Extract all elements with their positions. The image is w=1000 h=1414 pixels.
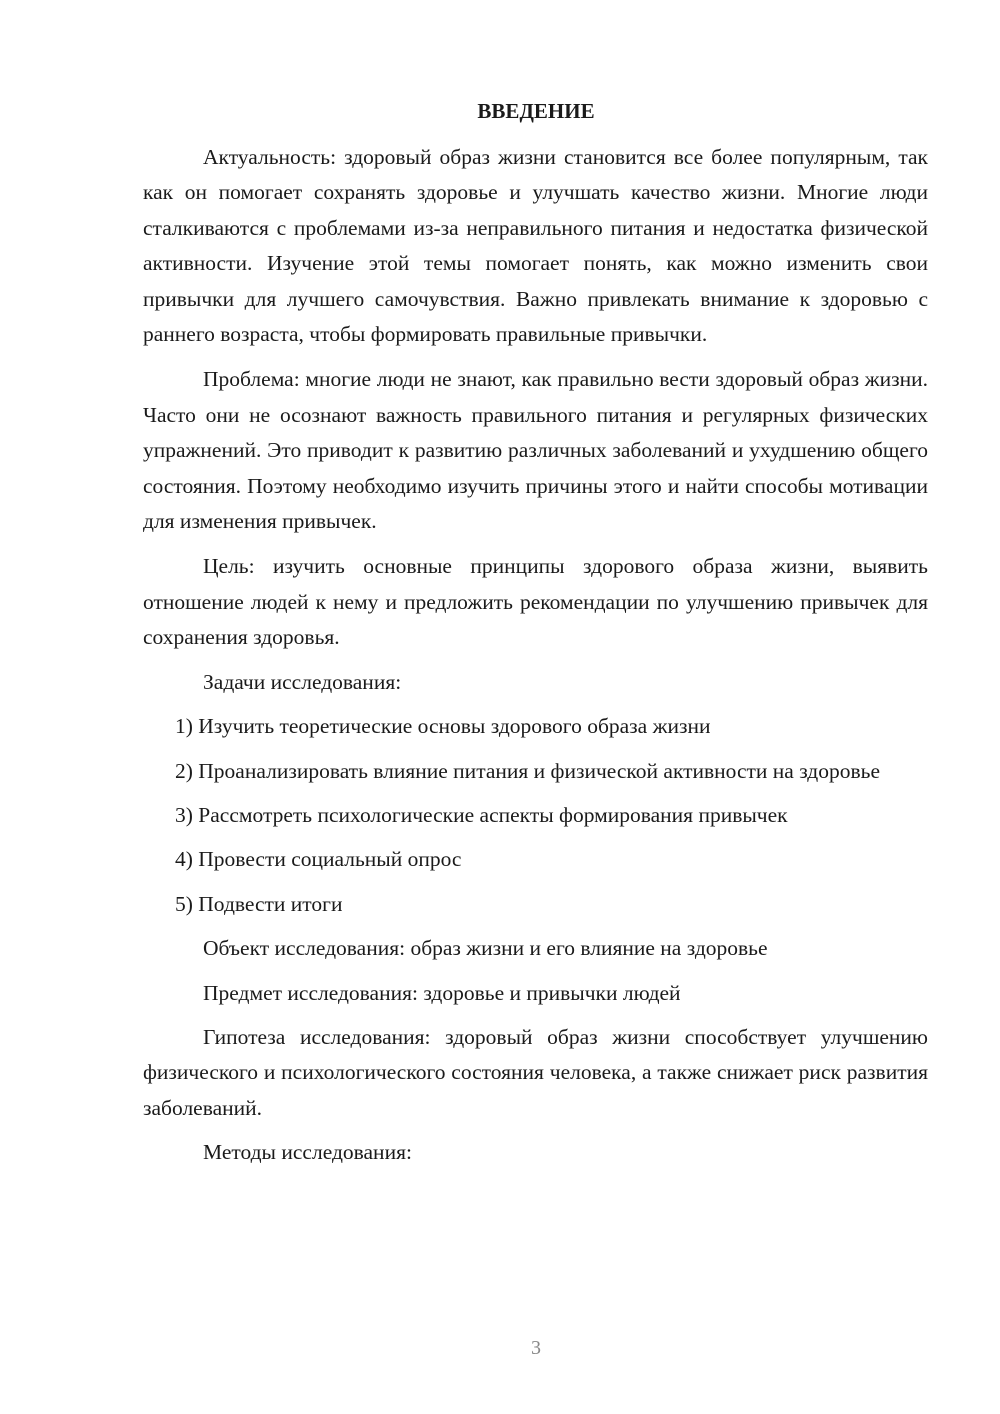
paragraph-object: Объект исследования: образ жизни и его влияние на здоровье	[203, 936, 768, 961]
page-number: 3	[531, 1337, 541, 1359]
paragraph-relevance: Актуальность: здоровый образ жизни становится все более популярным, так как он помогает сохранять здоровье и улучшать качество жизни. Многие люди сталкиваются с проблемами из-за неправильного питания и недостатка физической активности. Изучение этой темы помогает понять, как можно изменить свои привычки для лучшего самочувствия. Важно привлекать внимание к здоровью с раннего возраста, чтобы формировать правильные привычки.	[143, 145, 928, 347]
paragraph-problem: Проблема: многие люди не знают, как правильно вести здоровый образ жизни. Часто они не осознают важность правильного питания и регулярных физических упражнений. Это приводит к развитию различных заболеваний и ухудшению общего состояния. Поэтому необходимо изучить причины этого и найти способы мотивации для изменения привычек.	[143, 367, 928, 534]
document-body	[143, 140, 928, 1171]
list-item-task-1: 1) Изучить теоретические основы здорового образа жизни	[175, 714, 711, 739]
paragraph-methods: Методы исследования:	[203, 1140, 412, 1165]
tasks-title: Задачи исследования:	[203, 669, 402, 694]
paragraph-subject: Предмет исследования: здоровье и привычки людей	[203, 980, 681, 1005]
list-item-task-5: 5) Подвести итоги	[175, 891, 343, 916]
page-title: ВВЕДЕНИЕ	[477, 99, 595, 123]
list-item-task-2: 2) Проанализировать влияние питания и физической активности на здоровье	[175, 758, 880, 783]
paragraph-hypothesis: Гипотеза исследования: здоровый образ жизни способствует улучшению физического и психологического состояния человека, а также снижает риск развития заболеваний.	[143, 1024, 928, 1120]
list-item-task-3: 3) Рассмотреть психологические аспекты формирования привычек	[175, 802, 788, 827]
paragraph-goal: Цель: изучить основные принципы здорового образа жизни, выявить отношение людей к нему и предложить рекомендации по улучшению привычек для сохранения здоровья.	[143, 554, 928, 650]
list-item-task-4: 4) Провести социальный опрос	[175, 847, 462, 872]
